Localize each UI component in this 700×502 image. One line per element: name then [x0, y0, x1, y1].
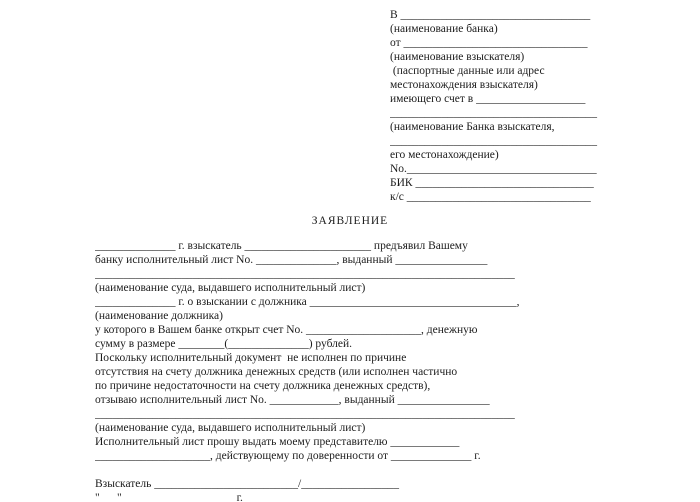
body-line: ______________ г. взыскатель ______________________ предъявил Вашему [95, 240, 468, 252]
document-body [95, 239, 655, 502]
body-line [95, 463, 655, 477]
body-line: (наименование суда, выдавшего исполнительный лист) [95, 282, 366, 294]
header-line: его местонахождение) [390, 149, 499, 161]
header-line: БИК _______________________________ [390, 177, 594, 189]
recipient-header-block [390, 8, 690, 204]
header-line: (паспортные данные или адрес [390, 65, 545, 77]
header-line: местонахождения взыскателя) [390, 79, 538, 91]
body-line: банку исполнительный лист No. ______________, выданный ________________ [95, 254, 488, 266]
body-line: ____________________, действующему по доверенности от ______________ г. [95, 450, 481, 462]
header-line: No._________________________________ [390, 163, 597, 175]
header-line: к/с ________________________________ [390, 191, 591, 203]
body-line: отсутствия на счету должника денежных средств (или исполнен частично [95, 366, 458, 378]
body-line: "___"_______________ ____ г. [95, 492, 243, 502]
header-line: (наименование банка) [390, 23, 498, 35]
header-line: (наименование Банка взыскателя, [390, 121, 555, 133]
header-line: от ________________________________ [390, 37, 588, 49]
body-line: у которого в Вашем банке открыт счет No. ____________________, денежную [95, 324, 478, 336]
body-line: Исполнительный лист прошу выдать моему представителю ____________ [95, 436, 460, 448]
body-line: отзываю исполнительный лист No. ____________, выданный ________________ [95, 394, 490, 406]
document-title: ЗАЯВЛЕНИЕ [311, 215, 389, 227]
body-line: сумму в размере ________(______________) рублей. [95, 338, 353, 350]
body-line: ______________ г. о взыскании с должника ____________________________________, [95, 296, 520, 308]
body-line: _________________________________________________________________________ [95, 268, 515, 280]
body-line: _________________________________________________________________________ [95, 408, 515, 420]
body-line: (наименование суда, выдавшего исполнительный лист) [95, 422, 366, 434]
header-line: В _________________________________ [390, 9, 591, 21]
body-line: по причине недостаточности на счету должника денежных средств), [95, 380, 431, 392]
body-line: (наименование должника) [95, 310, 223, 322]
body-line: Поскольку исполнительный документ не исполнен по причине [95, 352, 407, 364]
header-line: ____________________________________ [390, 135, 597, 147]
header-line: имеющего счет в ___________________ [390, 93, 586, 105]
header-line: ____________________________________ [390, 107, 597, 119]
body-line: Взыскатель _________________________/_________________ [95, 478, 399, 490]
header-line: (наименование взыскателя) [390, 51, 525, 63]
